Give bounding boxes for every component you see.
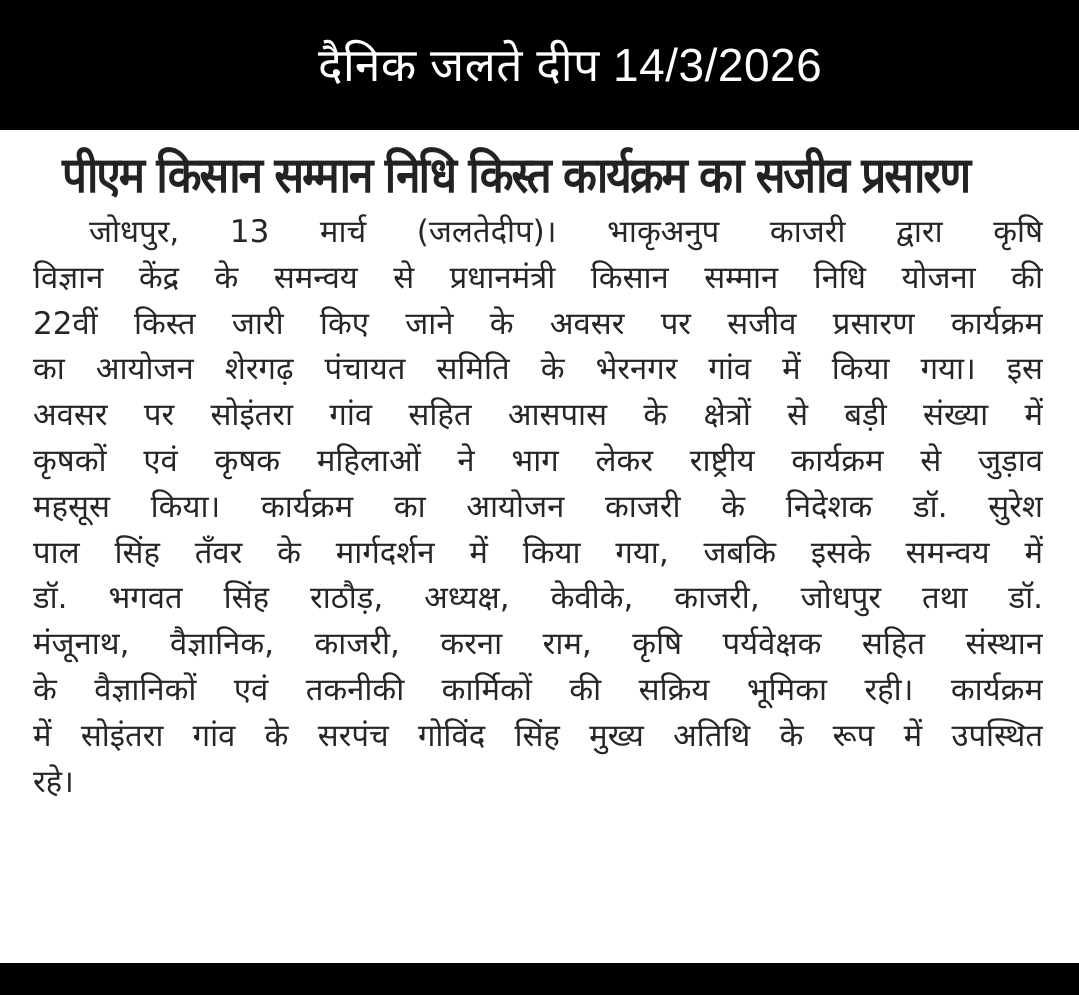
masthead-band — [0, 0, 1079, 130]
article-body — [33, 210, 1043, 805]
article-line: विज्ञान केंद्र के समन्वय से प्रधानमंत्री किसान सम्मान निधि योजना की — [33, 259, 1043, 296]
article-line: के वैज्ञानिकों एवं तकनीकी कार्मिकों की सक्रिय भूमिका रही। कार्यक्रम — [33, 671, 1043, 708]
article-line: में सोइंतरा गांव के सरपंच गोविंद सिंह मुख्य अतिथि के रूप में उपस्थित — [33, 717, 1043, 754]
masthead-title: दैनिक जलते दीप 14/3/2026 — [318, 39, 823, 91]
bottom-border-band — [0, 963, 1079, 995]
article-line: का आयोजन शेरगढ़ पंचायत समिति के भेरनगर गांव में किया गया। इस — [33, 351, 1043, 388]
article-line: डॉ. भगवत सिंह राठौड़, अध्यक्ष, केवीके, काजरी, जोधपुर तथा डॉ. — [33, 580, 1043, 617]
article-line: मंजूनाथ, वैज्ञानिक, काजरी, करना राम, कृषि पर्यवेक्षक सहित संस्थान — [33, 626, 1043, 663]
newspaper-clipping — [0, 130, 1079, 963]
article-line: अवसर पर सोइंतरा गांव सहित आसपास के क्षेत्रों से बड़ी संख्या में — [33, 397, 1043, 434]
article-line: कृषकों एवं कृषक महिलाओं ने भाग लेकर राष्ट्रीय कार्यक्रम से जुड़ाव — [33, 442, 1043, 479]
article-headline: पीएम किसान सम्मान निधि किस्त कार्यक्रम का सजीव प्रसारण — [62, 146, 970, 205]
article-line: 22वीं किस्त जारी किए जाने के अवसर पर सजीव प्रसारण कार्यक्रम — [33, 305, 1043, 342]
article-line: महसूस किया। कार्यक्रम का आयोजन काजरी के निदेशक डॉ. सुरेश — [33, 488, 1043, 525]
article-line: पाल सिंह तँवर के मार्गदर्शन में किया गया, जबकि इसके समन्वय में — [33, 534, 1043, 571]
article-line: जोधपुर, 13 मार्च (जलतेदीप)। भाकृअनुप काजरी द्वारा कृषि — [89, 214, 1043, 250]
article-line: रहे। — [33, 763, 74, 800]
